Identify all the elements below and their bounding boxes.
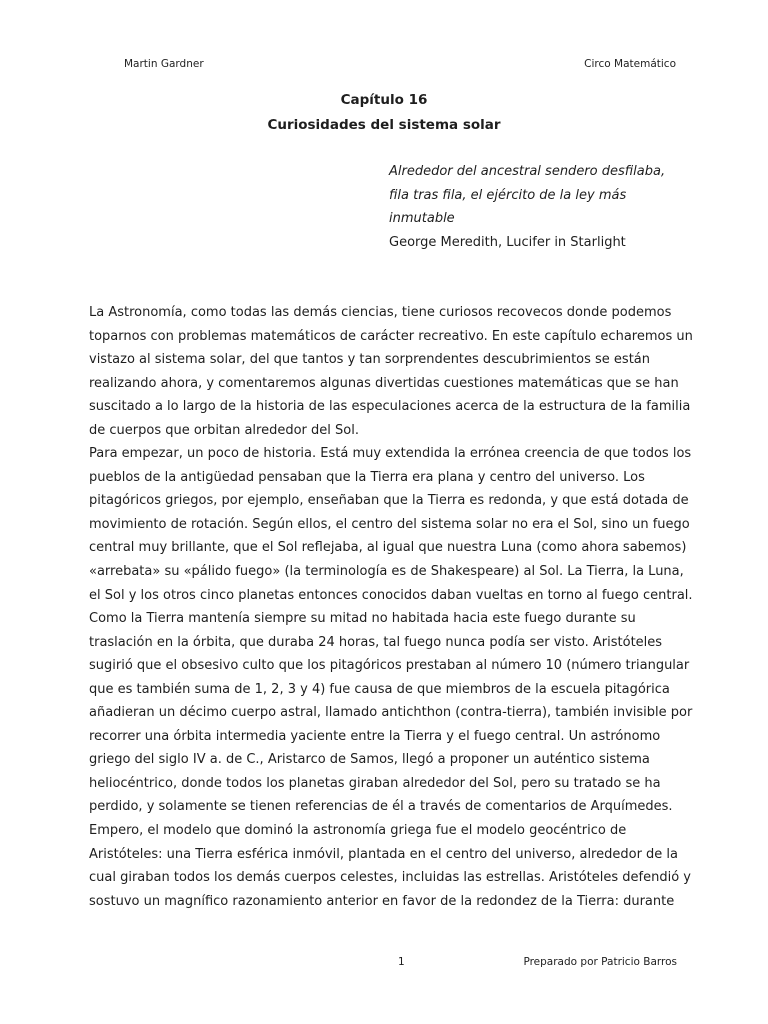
- body-text-line: recorrer una órbita intermedia yaciente entre la Tierra y el fuego central. Un astrónomo: [89, 728, 661, 744]
- body-text-line: el Sol y los otros cinco planetas entonces conocidos daban vueltas en torno al fuego central.: [89, 587, 693, 603]
- page-number: 1: [398, 956, 405, 968]
- body-text-line: Aristóteles: una Tierra esférica inmóvil, plantada en el centro del universo, alrededor de la: [89, 846, 679, 862]
- body-text-line: La Astronomía, como todas las demás ciencias, tiene curiosos recovecos donde podemos: [89, 305, 672, 320]
- body-text-line: Como la Tierra mantenía siempre su mitad no habitada hacia este fuego durante su: [89, 611, 636, 627]
- epigraph: [389, 160, 719, 254]
- epigraph-line: inmutable: [389, 211, 455, 226]
- body-text-line: «arrebata» su «pálido fuego» (la terminología es de Shakespeare) al Sol. La Tierra, la Luna,: [89, 564, 684, 580]
- epigraph-line: fila tras fila, el ejército de la ley más: [389, 187, 627, 203]
- body-text-line: realizando ahora, y comentaremos algunas divertidas cuestiones matemáticas que se han: [89, 375, 679, 391]
- chapter-body-text: [89, 301, 693, 913]
- chapter-title: Curiosidades del sistema solar: [267, 117, 501, 133]
- body-text-line: sugirió que el obsesivo culto que los pitagóricos prestaban al número 10 (número triangular: [89, 658, 690, 674]
- running-header-book-title: Circo Matemático: [584, 58, 676, 70]
- body-text-line: movimiento de rotación. Según ellos, el centro del sistema solar no era el Sol, sino un fuego: [89, 516, 690, 532]
- body-text-line: Para empezar, un poco de historia. Está muy extendida la errónea creencia de que todos los: [89, 446, 692, 462]
- body-text-line: perdido, y solamente se tienen referencias de él a través de comentarios de Arquímedes.: [89, 799, 673, 815]
- epigraph-line: Alrededor del ancestral sendero desfilaba,: [389, 164, 666, 179]
- epigraph-attribution: George Meredith, Lucifer in Starlight: [389, 234, 626, 250]
- body-text-line: de cuerpos que orbitan alrededor del Sol.: [89, 422, 359, 438]
- body-text-line: cual giraban todos los demás cuerpos celestes, incluidas las estrellas. Aristóteles defendió y: [89, 870, 691, 886]
- body-text-line: heliocéntrico, donde todos los planetas giraban alrededor del Sol, pero su tratado se ha: [89, 775, 661, 791]
- body-text-line: pitagóricos griegos, por ejemplo, enseñaban que la Tierra es redonda, y que está dotada de: [89, 493, 689, 509]
- body-text-line: vistazo al sistema solar, del que tantos y tan sorprendentes descubrimientos se están: [89, 352, 650, 368]
- body-text-line: toparnos con problemas matemáticos de carácter recreativo. En este capítulo echaremos un: [89, 328, 693, 344]
- running-header-author: Martin Gardner: [124, 58, 204, 70]
- body-text-line: central muy brillante, que el Sol reflejaba, al igual que nuestra Luna (como ahora sabemos): [89, 540, 687, 556]
- body-text-line: sostuvo un magnífico razonamiento anterior en favor de la redondez de la Tierra: durante: [89, 893, 675, 909]
- body-text-line: traslación en la órbita, que duraba 24 horas, tal fuego nunca podía ser visto. Aristóteles: [89, 634, 663, 650]
- body-text-line: Empero, el modelo que dominó la astronomía griega fue el modelo geocéntrico de: [89, 823, 627, 839]
- body-text-line: que es también suma de 1, 2, 3 y 4) fue causa de que miembros de la escuela pitagórica: [89, 681, 670, 697]
- body-text-line: añadieran un décimo cuerpo astral, llamado antichthon (contra-tierra), también invisible por: [89, 705, 693, 721]
- body-text-line: pueblos de la antigüedad pensaban que la Tierra era plana y centro del universo. Los: [89, 469, 645, 485]
- chapter-number: Capítulo 16: [340, 92, 428, 108]
- footer-credit: Preparado por Patricio Barros: [523, 956, 677, 968]
- body-text-line: suscitado a lo largo de la historia de las especulaciones acerca de la estructura de la familia: [89, 399, 691, 415]
- body-text-line: griego del siglo IV a. de C., Aristarco de Samos, llegó a proponer un auténtico sistema: [89, 752, 650, 768]
